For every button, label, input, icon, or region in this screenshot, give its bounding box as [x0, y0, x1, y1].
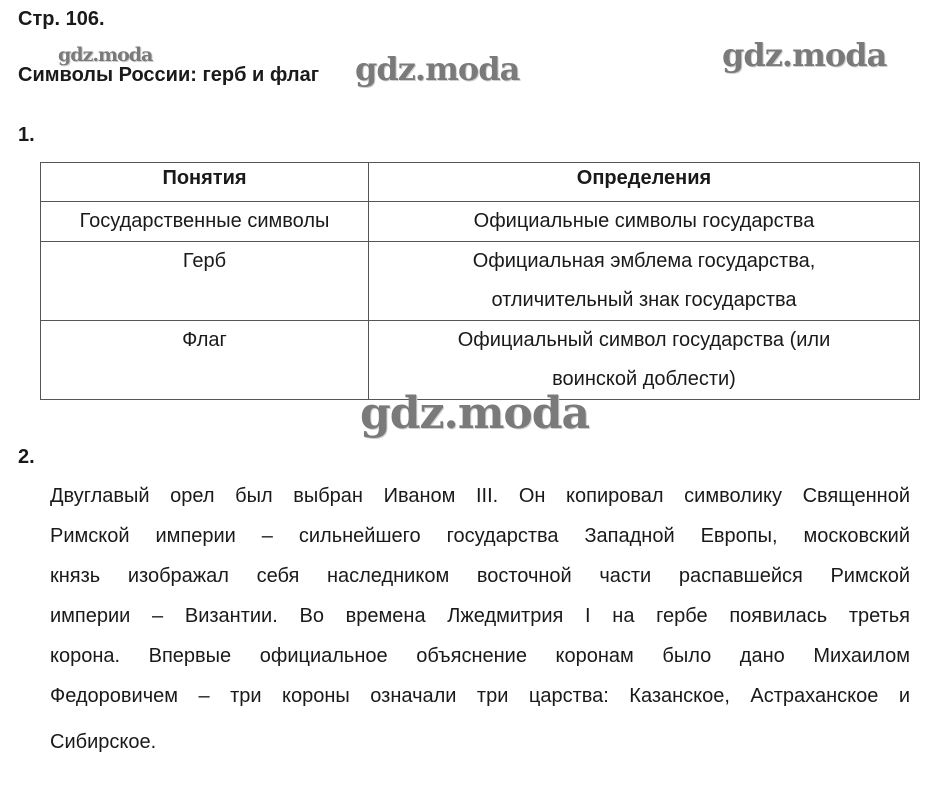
paragraph-line: Сибирское. — [50, 731, 157, 753]
table-row — [41, 202, 920, 242]
term-cell: Флаг — [41, 321, 369, 400]
paragraph-line: империи – Византии. Во времена Лжедмитрия I на гербе появилась третья — [50, 605, 910, 627]
answer-paragraph — [50, 476, 910, 762]
definition-line: отличительный знак государства — [491, 289, 797, 311]
task-1-number: 1. — [18, 124, 35, 146]
watermark-logo: gdz.moda — [58, 44, 153, 66]
task-2-number: 2. — [18, 446, 35, 468]
watermark-logo: gdz.moda — [722, 36, 887, 74]
paragraph-line: Двуглавый орел был выбран Иваном III. Он копировал символику Священной — [50, 485, 910, 507]
definition-line: Официальный символ государства (или — [457, 329, 831, 351]
page-title: Символы России: герб и флаг — [18, 64, 320, 86]
page-number: Стр. 106. — [18, 8, 105, 30]
definitions-table — [40, 162, 920, 400]
definition-cell — [369, 242, 920, 321]
table-row — [41, 242, 920, 321]
definition-line: Официальные символы государства — [473, 210, 815, 232]
watermark-logo: gdz.moda — [360, 388, 590, 439]
term-cell: Государственные символы — [41, 202, 369, 242]
definition-cell — [369, 202, 920, 242]
paragraph-line: Римской империи – сильнейшего государства Западной Европы, московский — [50, 525, 910, 547]
column-header-terms: Понятия — [41, 163, 369, 202]
definition-line: Официальная эмблема государства, — [472, 250, 816, 272]
paragraph-line: корона. Впервые официальное объяснение коронам было дано Михаилом — [50, 645, 910, 667]
paragraph-line: князь изображал себя наследником восточной части распавшейся Римской — [50, 565, 910, 587]
watermark-logo: gdz.moda — [355, 50, 520, 88]
paragraph-line: Федоровичем – три короны означали три царства: Казанское, Астраханское и — [50, 685, 910, 707]
table-header-row — [41, 163, 920, 202]
column-header-definitions: Определения — [369, 163, 920, 202]
term-cell: Герб — [41, 242, 369, 321]
definition-line: воинской доблести) — [552, 368, 736, 390]
